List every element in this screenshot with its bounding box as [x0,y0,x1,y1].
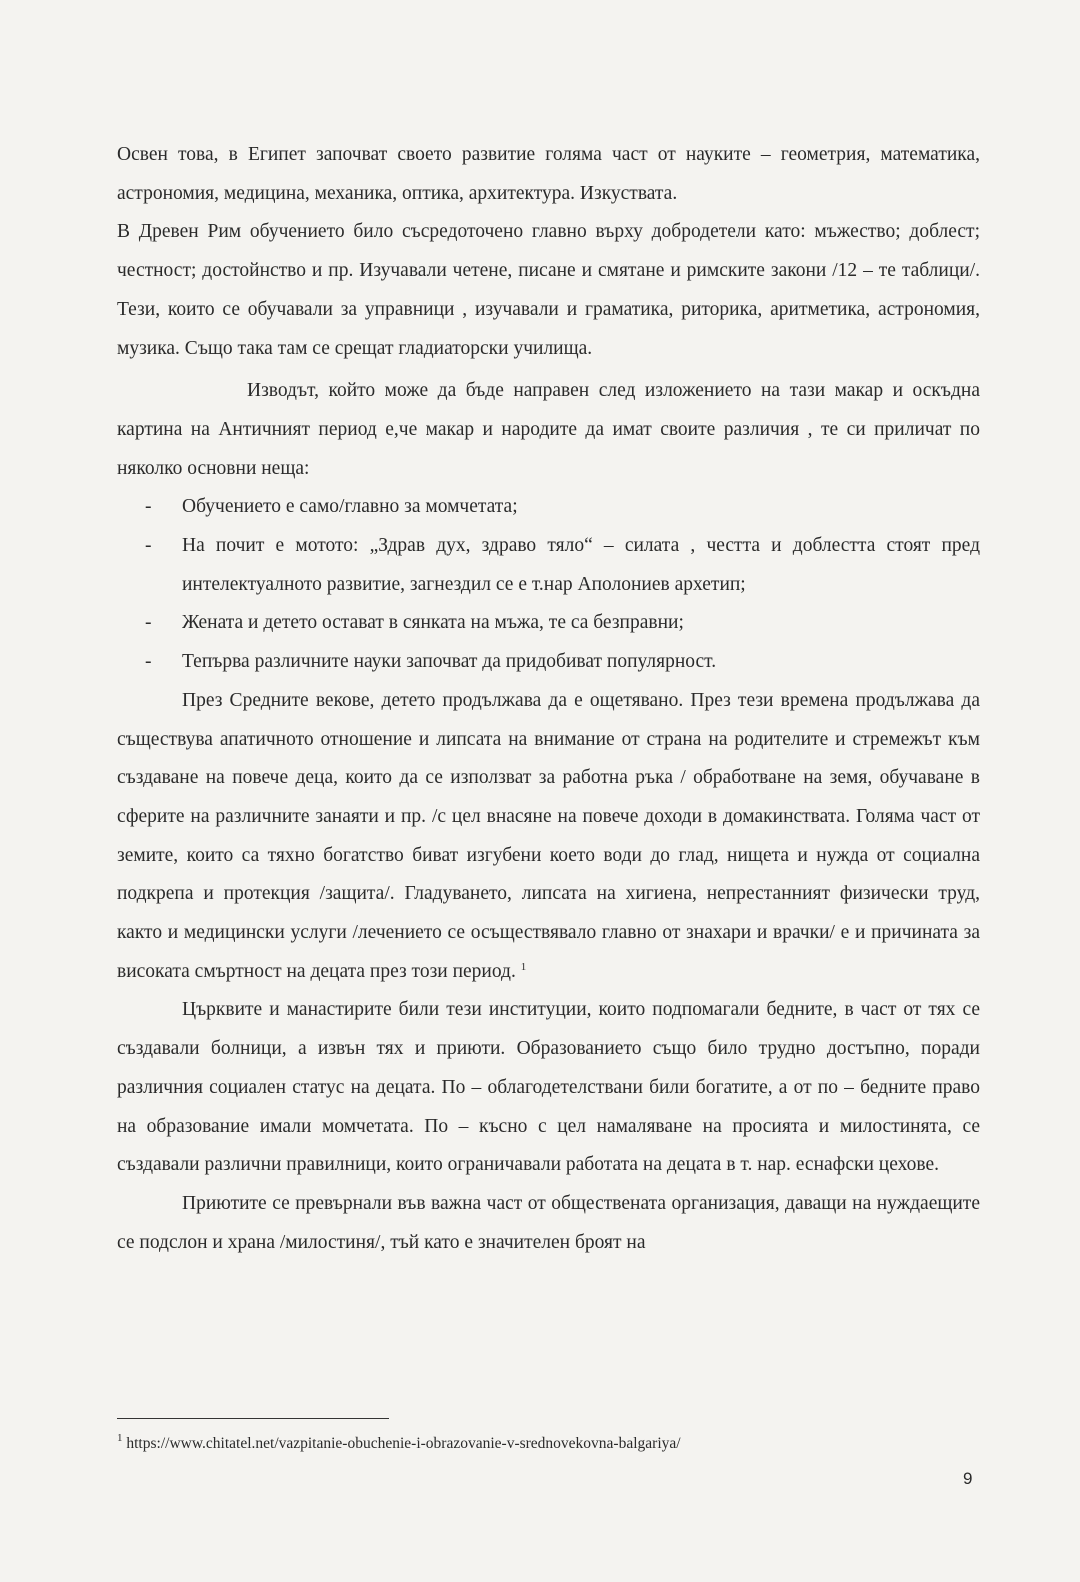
bullet-dash: - [145,651,152,673]
list-item: - Обучението е само/главно за момчетата; [117,488,980,527]
paragraph-churches: Църквите и манастирите били тези институции, които подпомагали бедните, в част от тях се създавали болници, а извън тях и приюти. Образованието също било трудно достъпно, поради различния социален статус на децата. По – облагодетелствани били богатите, а от по – бедните право на образование имали момчетата. По – късно с цел намаляване на просията и милостинята, се създавали различни правилници, които ограничавали работата на децата в т. нар. еснафски цехове. [117,999,980,1176]
page-number: 9 [963,1469,973,1488]
footnote-link[interactable]: https://www.chitatel.net/vazpitanie-obuchenie-i-obrazovanie-v-srednovekovna-balgariya/ [126,1435,681,1452]
body-text [117,136,980,1262]
paragraph-middle-ages: През Средните векове, детето продължава да е ощетявано. През тези времена продължава да съществува апатичното отношение и липсата на внимание от страна на родителите и стремежът към създаване на повече деца, които да се използват за работна ръка / обработване на земя, обучаване в сферите на различните занаяти и пр. /с цел внасяне на повече доходи в домакинствата. Голяма част от земите, които са тяхно богатство биват изгубени което води до глад, нищета и нужда от социална подкрепа и протекция /защита/. Гладуването, липсата на хигиена, непрестанният физически труд, както и медицински услуги /лечението се осъществявало главно от знахари и врачки/ е и причината за високата смъртност на децата през този период. $^1$ [117,689,980,982]
footnote-marker: 1 [117,1432,123,1444]
bullet-dash: - [145,612,152,634]
paragraph-conclusion-antiquity: Изводът, който може да бъде направен след изложението на тази макар и оскъдна картина на Античният период е,че макар и народите да имат своите различия , те си приличат по няколко основни неща: [117,380,980,479]
paragraph-orphanages: Приютите се превърнали във важна част от обществената организация, даващи на нуждаещите се подслон и храна /милостиня/, тъй като е значителен броят на [117,1192,980,1253]
bullet-list [117,488,980,682]
list-item: - Тепърва различните науки започват да придобиват популярност. [117,643,980,682]
list-item: - На почит е мотото: „Здрав дух, здраво тяло“ – силата , честта и доблестта стоят пред интелектуалното развитие, загнездил се е т.нар Аполониев архетип; [117,527,980,604]
paragraph-ancient-rome: В Древен Рим обучението било съсредоточено главно върху добродетели като: мъжество; доблест; честност; достойнство и пр. Изучавали четене, писане и смятане и римските закони /12 – те таблици/. Тези, които се обучавали за управници , изучавали и граматика, риторика, аритметика, астрономия, музика. Също така там се срещат гладиаторски училища. [117,221,980,359]
paragraph-egypt: Освен това, в Египет започват своето развитие голяма част от науките – геометрия, математика, астрономия, медицина, механика, оптика, архитектура. Изкуствата. [117,144,980,204]
footnote-reference[interactable]: 1 [520,960,527,973]
footnote-separator [117,1418,389,1419]
bullet-dash: - [145,496,152,518]
list-item: - Жената и детето остават в сянката на мъжа, те са безправни; [117,604,980,643]
footnote [117,1434,681,1454]
bullet-dash: - [145,535,152,557]
